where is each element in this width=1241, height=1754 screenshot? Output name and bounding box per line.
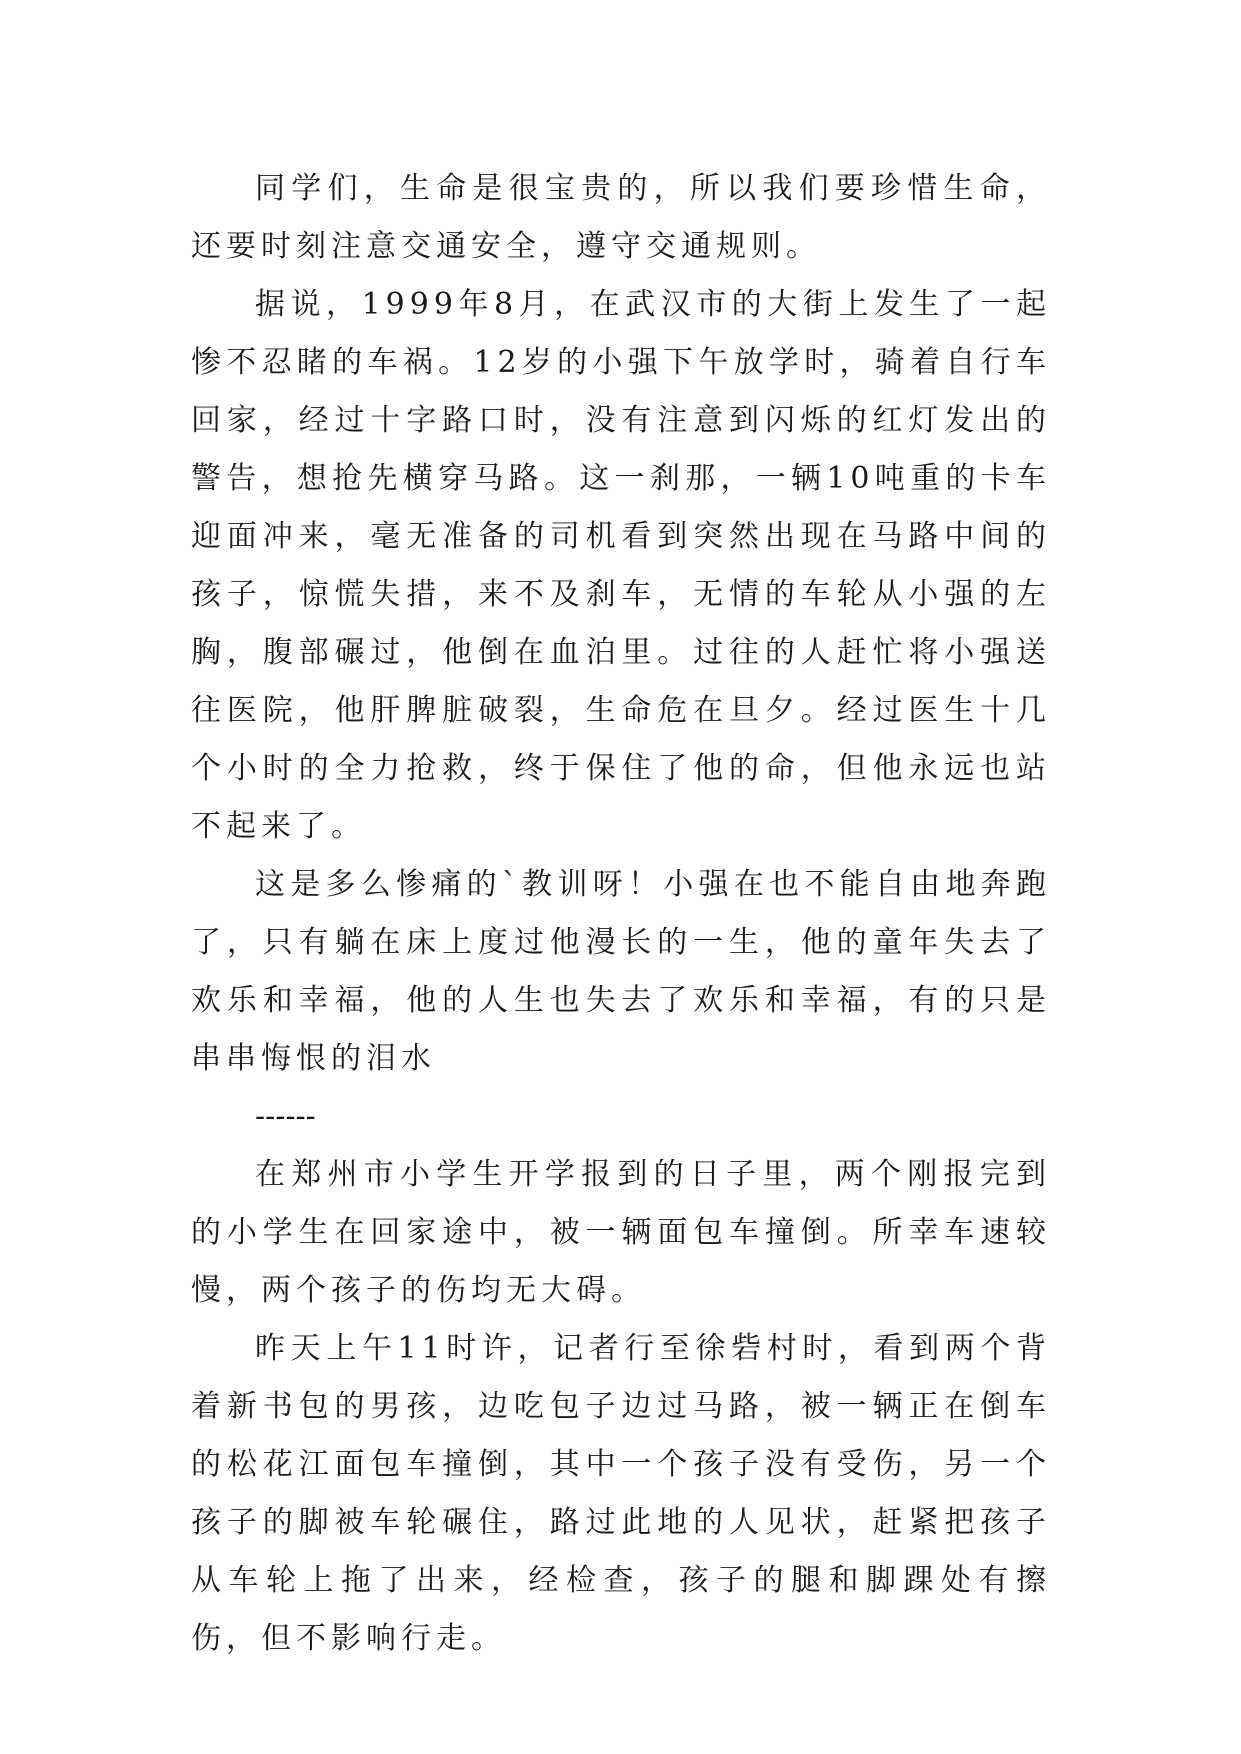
paragraph-intro: 同学们，生命是很宝贵的，所以我们要珍惜生命，还要时刻注意交通安全，遵守交通规则。 <box>191 171 1051 264</box>
section-divider: ------ <box>255 1099 316 1134</box>
document-body <box>191 160 1051 1668</box>
paragraph-lesson: 这是多么惨痛的`教训呀！小强在也不能自由地奔跑了，只有躺在床上度过他漫长的一生，他的童年失去了欢乐和幸福，他的人生也失去了欢乐和幸福，有的只是串串悔恨的泪水 <box>191 867 1051 1076</box>
paragraph-xuzhai-village: 昨天上午11时许，记者行至徐砦村时，看到两个背着新书包的男孩，边吃包子边过马路，被一辆正在倒车的松花江面包车撞倒，其中一个孩子没有受伤，另一个孩子的脚被车轮碾住，路过此地的人见状，赶紧把孩子从车轮上拖了出来，经检查，孩子的腿和脚踝处有擦伤，但不影响行走。 <box>191 1331 1051 1656</box>
paragraph-zhengzhou-accident: 在郑州市小学生开学报到的日子里，两个刚报完到的小学生在回家途中，被一辆面包车撞倒。所幸车速较慢，两个孩子的伤均无大碍。 <box>191 1157 1051 1308</box>
paragraph-wuhan-accident: 据说，1999年8月，在武汉市的大街上发生了一起惨不忍睹的车祸。12岁的小强下午放学时，骑着自行车回家，经过十字路口时，没有注意到闪烁的红灯发出的警告，想抢先横穿马路。这一刹那，一辆10吨重的卡车迎面冲来，毫无准备的司机看到突然出现在马路中间的孩子，惊慌失措，来不及刹车，无情的车轮从小强的左胸，腹部碾过，他倒在血泊里。过往的人赶忙将小强送往医院，他肝脾脏破裂，生命危在旦夕。经过医生十几个小时的全力抢救，终于保住了他的命，但他永远也站不起来了。 <box>191 287 1051 844</box>
